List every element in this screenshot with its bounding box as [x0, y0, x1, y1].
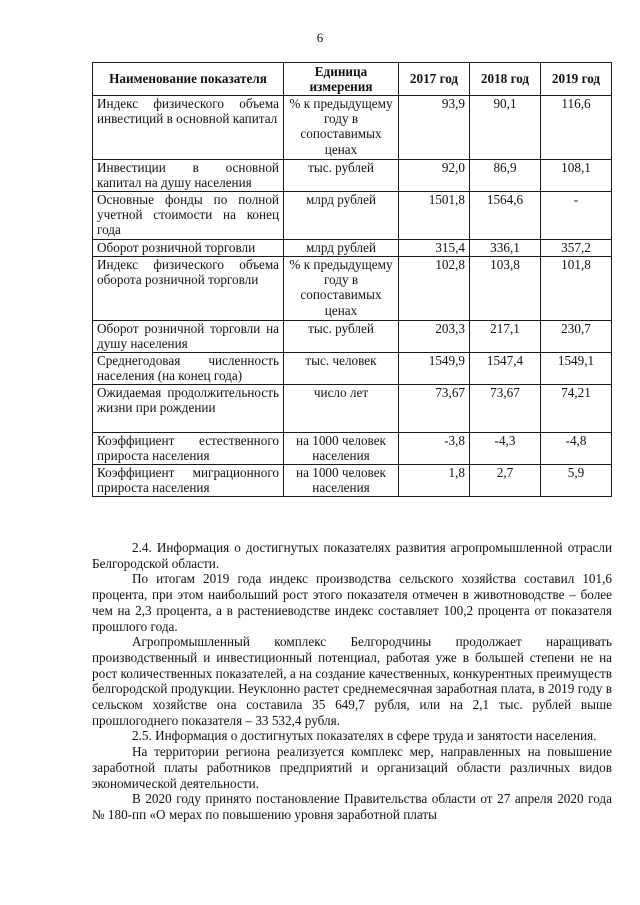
value-2017: 1549,9 — [399, 353, 470, 385]
value-2018: 86,9 — [470, 160, 541, 192]
value-2018: 217,1 — [470, 321, 541, 353]
value-2019: 1549,1 — [541, 353, 612, 385]
indicator-name: Ожидаемая продолжительность жизни при рождении — [93, 385, 284, 433]
table-row — [93, 433, 612, 465]
value-2017: 1501,8 — [399, 192, 470, 240]
indicator-name: Среднегодовая численность населения (на конец года) — [93, 353, 284, 385]
value-2019: 230,7 — [541, 321, 612, 353]
indicator-name: Коэффициент естественного прироста населения — [93, 433, 284, 465]
paragraph-2-5-heading: 2.5. Информация о достигнутых показателях в сфере труда и занятости населения. — [132, 728, 597, 744]
table-row — [93, 385, 612, 433]
indicator-name: Основные фонды по полной учетной стоимости на конец года — [93, 192, 284, 240]
indicator-unit: % к предыдущему году в сопоставимых ценах — [284, 257, 399, 321]
value-2017: 93,9 — [399, 96, 470, 160]
table-row — [93, 257, 612, 321]
table-header-row — [93, 63, 612, 96]
value-2019: 116,6 — [541, 96, 612, 160]
indicator-unit: тыс. рублей — [284, 160, 399, 192]
indicator-unit: число лет — [284, 385, 399, 433]
table-row — [93, 465, 612, 497]
value-2019: - — [541, 192, 612, 240]
table-row — [93, 160, 612, 192]
value-2019: 357,2 — [541, 240, 612, 257]
body-text — [92, 540, 612, 823]
indicator-name: Оборот розничной торговли на душу населения — [93, 321, 284, 353]
indicator-name: Индекс физического объема инвестиций в основной капитал — [93, 96, 284, 160]
value-2018: 103,8 — [470, 257, 541, 321]
table-row — [93, 321, 612, 353]
value-2017: 92,0 — [399, 160, 470, 192]
value-2019: 5,9 — [541, 465, 612, 497]
header-unit: Единица измерения — [284, 63, 399, 96]
paragraph-resolution: В 2020 году принято постановление Правительства области от 27 апреля 2020 года № 180-пп «О мерах по повышению уровня заработной платы — [92, 791, 612, 822]
value-2018: 336,1 — [470, 240, 541, 257]
paragraph-agriculture-index: По итогам 2019 года индекс производства сельского хозяйства составил 101,6 процента, при этом наибольший рост этого показателя отмечен в животноводстве – более чем на 2,3 процента, а в растениеводстве индекс составляет 100,2 процента от показателя прошлого года. — [92, 571, 612, 634]
indicators-table — [92, 62, 612, 497]
indicator-name: Индекс физического объема оборота розничной торговли — [93, 257, 284, 321]
indicator-unit: млрд рублей — [284, 240, 399, 257]
indicator-unit: млрд рублей — [284, 192, 399, 240]
table-row — [93, 192, 612, 240]
value-2018: 1564,6 — [470, 192, 541, 240]
header-2018: 2018 год — [470, 63, 541, 96]
indicator-unit: тыс. человек — [284, 353, 399, 385]
table-row — [93, 96, 612, 160]
header-indicator-name: Наименование показателя — [93, 63, 284, 96]
header-2017: 2017 год — [399, 63, 470, 96]
indicator-name: Коэффициент миграционного прироста населения — [93, 465, 284, 497]
value-2018: -4,3 — [470, 433, 541, 465]
indicator-unit: на 1000 человек населения — [284, 465, 399, 497]
paragraph-agro-complex: Агропромышленный комплекс Белгородчины продолжает наращивать производственный и инвестиционный потенциал, работая уже в большей степени не на рост количественных показателей, а на создание качественных, конкурентных преимуществ белгородской продукции. Неуклонно растет среднемесячная заработная плата, в 2019 году в сельском хозяйстве она составила 35 649,7 рубля, или на 2,1 тыс. рублей выше прошлогоднего показателя – 33 532,4 рубля. — [92, 634, 612, 728]
value-2017: 73,67 — [399, 385, 470, 433]
paragraph-wage-measures: На территории региона реализуется комплекс мер, направленных на повышение заработной платы работников предприятий и организаций области различных видов экономической деятельности. — [92, 744, 612, 791]
indicator-unit: на 1000 человек населения — [284, 433, 399, 465]
value-2018: 90,1 — [470, 96, 541, 160]
table-row — [93, 240, 612, 257]
value-2018: 1547,4 — [470, 353, 541, 385]
value-2019: 101,8 — [541, 257, 612, 321]
value-2019: 108,1 — [541, 160, 612, 192]
indicator-unit: тыс. рублей — [284, 321, 399, 353]
value-2019: 74,21 — [541, 385, 612, 433]
value-2019: -4,8 — [541, 433, 612, 465]
value-2017: 102,8 — [399, 257, 470, 321]
indicator-unit: % к предыдущему году в сопоставимых ценах — [284, 96, 399, 160]
value-2017: -3,8 — [399, 433, 470, 465]
header-2019: 2019 год — [541, 63, 612, 96]
indicator-name: Оборот розничной торговли — [93, 240, 284, 257]
value-2017: 315,4 — [399, 240, 470, 257]
table-row — [93, 353, 612, 385]
value-2018: 73,67 — [470, 385, 541, 433]
value-2017: 1,8 — [399, 465, 470, 497]
value-2017: 203,3 — [399, 321, 470, 353]
page-number: 6 — [316, 30, 324, 45]
paragraph-2-4-heading: 2.4. Информация о достигнутых показателях развития агропромышленной отрасли Белгородской области. — [92, 540, 612, 571]
value-2018: 2,7 — [470, 465, 541, 497]
indicator-name: Инвестиции в основной капитал на душу населения — [93, 160, 284, 192]
